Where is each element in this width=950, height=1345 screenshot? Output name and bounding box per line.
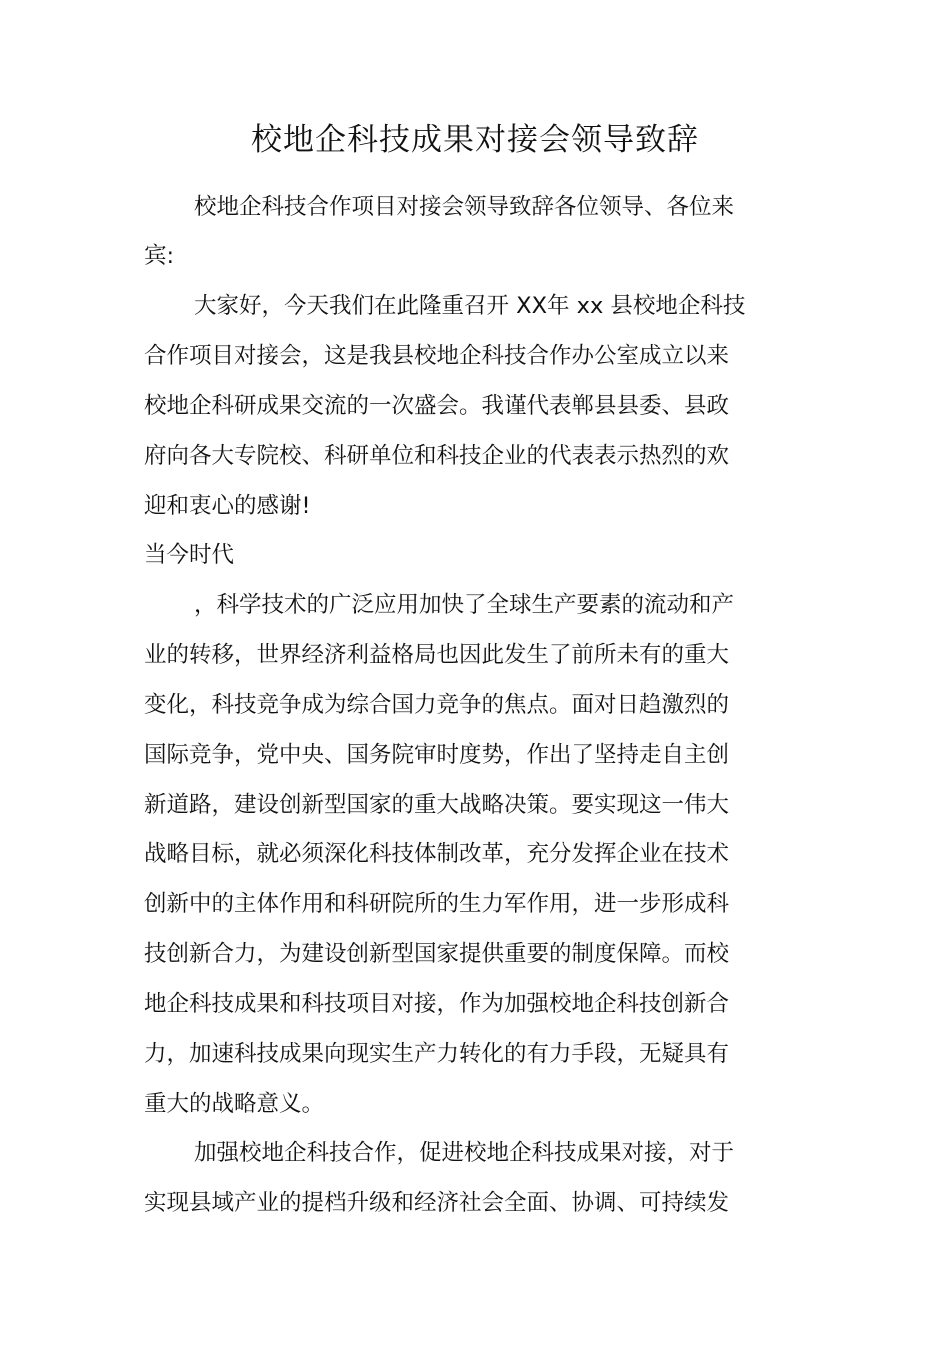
text-line: 重大的战略意义。: [144, 1091, 325, 1117]
text-line: 大家好，今天我们在此隆重召开 XX年 xx 县校地企科技: [194, 293, 746, 319]
text-line: 宾:: [144, 243, 175, 269]
text-line: 当今时代: [144, 542, 235, 568]
text-line: 府向各大专院校、科研单位和科技企业的代表表示热烈的欢: [144, 443, 730, 469]
text-line: 迎和衷心的感谢!: [144, 493, 311, 519]
text-line: ，科学技术的广泛应用加快了全球生产要素的流动和产: [194, 592, 735, 618]
text-line: 国际竞争，党中央、国务院审时度势，作出了坚持走自主创: [144, 742, 730, 768]
text-line: 战略目标，就必须深化科技体制改革，充分发挥企业在技术: [144, 841, 730, 867]
text-line: 加强校地企科技合作，促进校地企科技成果对接，对于: [194, 1140, 735, 1166]
text-line: 创新中的主体作用和科研院所的生力军作用，进一步形成科: [144, 891, 730, 917]
text-line: 变化，科技竞争成为综合国力竞争的焦点。面对日趋激烈的: [144, 692, 730, 718]
text-line: 实现县域产业的提档升级和经济社会全面、协调、可持续发: [144, 1190, 730, 1216]
text-line: 力，加速科技成果向现实生产力转化的有力手段，无疑具有: [144, 1041, 730, 1067]
text-line: 合作项目对接会，这是我县校地企科技合作办公室成立以来: [144, 343, 730, 369]
text-line: 新道路，建设创新型国家的重大战略决策。要实现这一伟大: [144, 792, 730, 818]
text-line: 技创新合力，为建设创新型国家提供重要的制度保障。而校: [144, 941, 730, 967]
text-line: 校地企科研成果交流的一次盛会。我谨代表郸县县委、县政: [144, 393, 730, 419]
text-line: 地企科技成果和科技项目对接，作为加强校地企科技创新合: [144, 991, 730, 1017]
text-line: 业的转移，世界经济利益格局也因此发生了前所未有的重大: [144, 642, 730, 668]
text-line: 校地企科技合作项目对接会领导致辞各位领导、各位来: [194, 194, 735, 220]
document-title: 校地企科技成果对接会领导致辞: [251, 122, 699, 158]
